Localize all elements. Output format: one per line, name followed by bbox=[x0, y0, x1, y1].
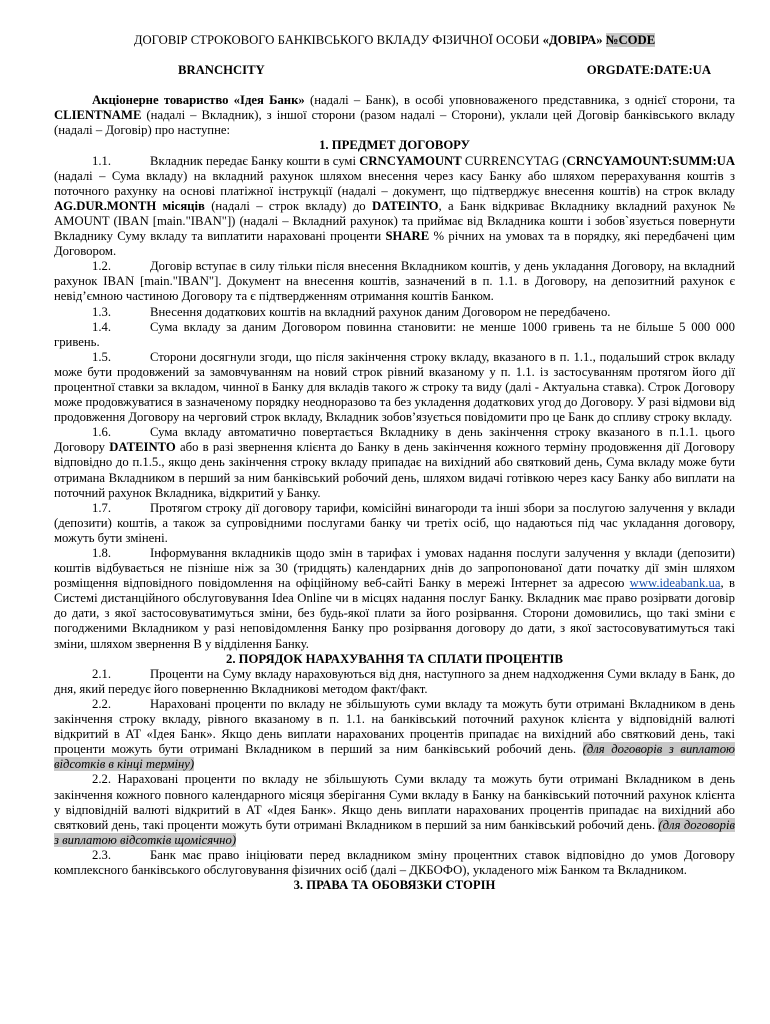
website-link[interactable]: www.ideabank.ua bbox=[629, 576, 721, 591]
clause-number: 1.2. bbox=[92, 259, 112, 274]
clause-text: Проценти на Суму вкладу нараховуються від дня, наступного за днем надходження Суми вкладу в Банк, до дня, який передує його поверненню Вкладникові методом факт/факт. bbox=[54, 666, 735, 696]
clause-2-2 bbox=[54, 697, 735, 772]
clause-number: 2.2. bbox=[92, 696, 112, 711]
clause-text: або в разі звернення клієнта до Банку в день закінчення кожного терміну продовження дії Договору відповідно до п.1.5., якщо день закінчення строку вкладу припадає на вихідний або святковий день, Сума вкладу може бути отримана Вкладником в перший за ним банківський робочий день, шляхом видачі готівкою через касу Банку або виплати на поточний рахунок Вкладника, відкритий у Банку. bbox=[54, 440, 736, 500]
clause-text: (надалі – строк вкладу) до bbox=[204, 198, 372, 213]
clause-text: Внесення додаткових коштів на вкладний рахунок даним Договором не передбачено. bbox=[150, 304, 611, 319]
section-2-title: 2. ПОРЯДОК НАРАХУВАННЯ ТА СПЛАТИ ПРОЦЕНТІВ bbox=[225, 651, 564, 666]
clause-number: 1.6. bbox=[92, 425, 112, 440]
clause-2-2-monthly bbox=[54, 772, 735, 847]
intro-text-2: (надалі – Вкладник), з іншої сторони (разом надалі – Сторони), уклали цей Договір банківського вкладу (надалі – Договір) про наступне: bbox=[54, 108, 735, 138]
clause-number: 1.7. bbox=[92, 500, 112, 515]
section-3-title: 3. ПРАВА ТА ОБОВЯЗКИ СТОРІН bbox=[293, 878, 496, 893]
clause-text: Сторони досягнули згоди, що після закінчення строку вкладу, вказаного в п. 1.1., подальший строк вкладу може бути продовжений за замовчуванням на новий строк рівний вказаному у п. 1.1. із застосуванням протягом його дії процентної ставки за вкладом, чинної в Банку для вкладів такого ж строку та виду (далі - Актуальна ставка). Строк Договору може продовжуватися в зазначеному порядку неодноразово та без укладення додаткових угод до Договору. У разі відмови від продовження Договору на черговий строк вкладу, Вкладник зобов’язується повідомити про це Банк до спливу строку вкладу. bbox=[54, 349, 735, 425]
title-code: №CODE bbox=[605, 33, 656, 47]
clause-text: Сума вкладу за даним Договором повинна становити: не менше 1000 гривень та не більше 5 000 000 гривень. bbox=[54, 319, 735, 349]
clause-text: (надалі – Сума вкладу) на вкладний рахунок шляхом внесення через касу Банку або шляхом перерахування коштів з поточного рахунку на основі платіжної інструкції (надалі – документ, що підтверджує внесення коштів) на строк вкладу bbox=[54, 168, 735, 198]
clause-text: , в Системі дистанційного обслуговування Idea Online чи в місцях надання послуг Банку. Вкладник має право розірвати договір до дати, з якої застосовуватимуться зміни, без будь-якої плати за його розірвання. Сторони домовились, що такі зміни є погодженими Вкладником у разі неповідомлення Банку про розірвання договору до дати, з якої застосовуватимуться такі зміни, шляхом звернення В у відділення Банку. bbox=[54, 576, 735, 651]
amount-placeholder: CRNCYAMOUNT bbox=[359, 153, 462, 168]
intro-paragraph bbox=[54, 93, 735, 138]
clause-number: 2.1. bbox=[92, 666, 112, 681]
clause-1-2 bbox=[54, 259, 735, 304]
intro-text-1: (надалі – Банк), в особі уповноваженого представника, з однієї сторони, та bbox=[304, 93, 736, 108]
clause-1-5 bbox=[54, 350, 735, 425]
clause-text: Вкладник передає Банку кошти в сумі bbox=[150, 153, 360, 168]
clause-1-4 bbox=[54, 320, 735, 350]
amount-words-placeholder: CRNCYAMOUNT:SUMM:UA bbox=[566, 153, 735, 168]
bank-name: Акціонерне товариство «Ідея Банк» bbox=[92, 93, 305, 108]
clause-number: 2.3. bbox=[92, 847, 112, 862]
clause-text: % річних на умовах та в порядку, які передбачені цим Договором. bbox=[54, 229, 735, 259]
client-name: CLIENTNAME bbox=[54, 108, 142, 123]
section-1-title: 1. ПРЕДМЕТ ДОГОВОРУ bbox=[319, 138, 470, 153]
clause-text: Інформування вкладників щодо змін в тарифах і умовах надання послуги залучення у вклади (депозити) коштів відбувається не пізніше ніж за 30 (тридцять) календарних днів до запропонованої дати початку дії змін шляхом розміщення відповідного повідомлення на офіційному веб-сайті Банку в мережі Інтернет за адресою bbox=[54, 546, 735, 591]
clause-text: Банк має право ініціювати перед вкладником зміну процентних ставок відповідно до умов Договору комплексного банківського обслуговування фізичних осіб (далі – ДКБОФО), укладеного між Банком та Вкладником. bbox=[54, 847, 735, 877]
contract-page bbox=[54, 33, 735, 893]
clause-1-1 bbox=[54, 154, 735, 260]
clause-text: CURRENCYTAG ( bbox=[461, 153, 567, 168]
clause-number: 1.4. bbox=[92, 319, 112, 334]
contract-date: ORGDATE:DATE:UA bbox=[586, 63, 711, 78]
clause-text: Сума вкладу автоматично повертається Вкладнику в день закінчення строку вказаного в п.1.1. цього Договору bbox=[54, 425, 735, 455]
clause-text: , а Банк відкриває Вкладнику вкладний рахунок № AMOUNT (IBAN [main."IBAN"]) (надалі – Вкладний рахунок) та приймає від Вкладника кошти і зобов`язується повернути Вкладнику Суму вкладу та виплатити нараховані проценти bbox=[54, 198, 735, 244]
clause-number: 1.1. bbox=[92, 153, 112, 168]
clause-1-6 bbox=[54, 425, 735, 500]
clause-number: 1.3. bbox=[92, 304, 112, 319]
term-placeholder: AG.DUR.MONTH місяців bbox=[54, 198, 205, 213]
branch-city: BRANCHCITY bbox=[178, 63, 265, 78]
end-date-placeholder: DATEINTO bbox=[109, 440, 176, 455]
title-text: ДОГОВІР СТРОКОВОГО БАНКІВСЬКОГО ВКЛАДУ ФІЗИЧНОЇ ОСОБИ bbox=[133, 33, 543, 47]
clause-2-1 bbox=[54, 667, 735, 697]
end-date-placeholder: DATEINTO bbox=[371, 198, 439, 213]
clause-note: (для договорів з виплатою відсотків в кінці терміну) bbox=[54, 742, 735, 772]
title-brand: «ДОВІРА» bbox=[542, 33, 603, 47]
clause-1-3 bbox=[54, 305, 735, 320]
document-title bbox=[54, 33, 735, 48]
clause-1-7 bbox=[54, 501, 735, 546]
clause-note: (для договорів з виплатою відсотків щомісячно) bbox=[54, 817, 735, 847]
rate-placeholder: SHARE bbox=[385, 229, 430, 244]
clause-number: 1.5. bbox=[92, 349, 112, 364]
clause-text: Нараховані проценти по вкладу не збільшують суми вкладу та можуть бути отримані Вкладником в день закінчення строку вкладу, рівного вказаному в п. 1.1. на банківський поточний рахунок клієнта у відповідній валюті відкритий в АТ «Ідея Банк». Якщо день виплати нарахованих процентів припадає на вихідний або святковий день, такі проценти можуть бути отримані Вкладником в перший за ним банківський робочий день. bbox=[54, 696, 735, 757]
clause-text: Нараховані проценти по вкладу не збільшують Суми вкладу та можуть бути отримані Вкладником в день закінчення кожного повного календарного місяця зберігання Суми вкладу в Банку на банківський поточний рахунок клієнта у відповідній валюті відкритий в АТ «Ідея Банк». Якщо день виплати нарахованих процентів припадає на вихідний або святковий день, такі проценти можуть бути отримані Вкладником в перший за ним банківський робочий день. bbox=[54, 772, 735, 832]
clause-text: Протягом строку дії договору тарифи, комісійні винагороди та інші збори за послугою залучення у вклади (депозити) коштів, а також за супровідними послугами банку чи третіх осіб, що надаються під час укладання договору, можуть бути змінені. bbox=[54, 500, 735, 545]
clause-text: Договір вступає в силу тільки після внесення Вкладником коштів, у день укладання Договору, на вкладний рахунок IBAN [main."IBAN"]. Документ на внесення коштів, зазначений в п. 1.1. в Договору, на депозитний рахунок є невід’ємною частиною Договору та є підтвердженням отримання коштів Банком. bbox=[54, 259, 735, 304]
clause-number: 2.2. bbox=[92, 772, 118, 787]
clause-2-3 bbox=[54, 848, 735, 878]
header-row bbox=[54, 63, 735, 78]
clause-1-8 bbox=[54, 546, 735, 652]
clause-number: 1.8. bbox=[92, 546, 112, 560]
